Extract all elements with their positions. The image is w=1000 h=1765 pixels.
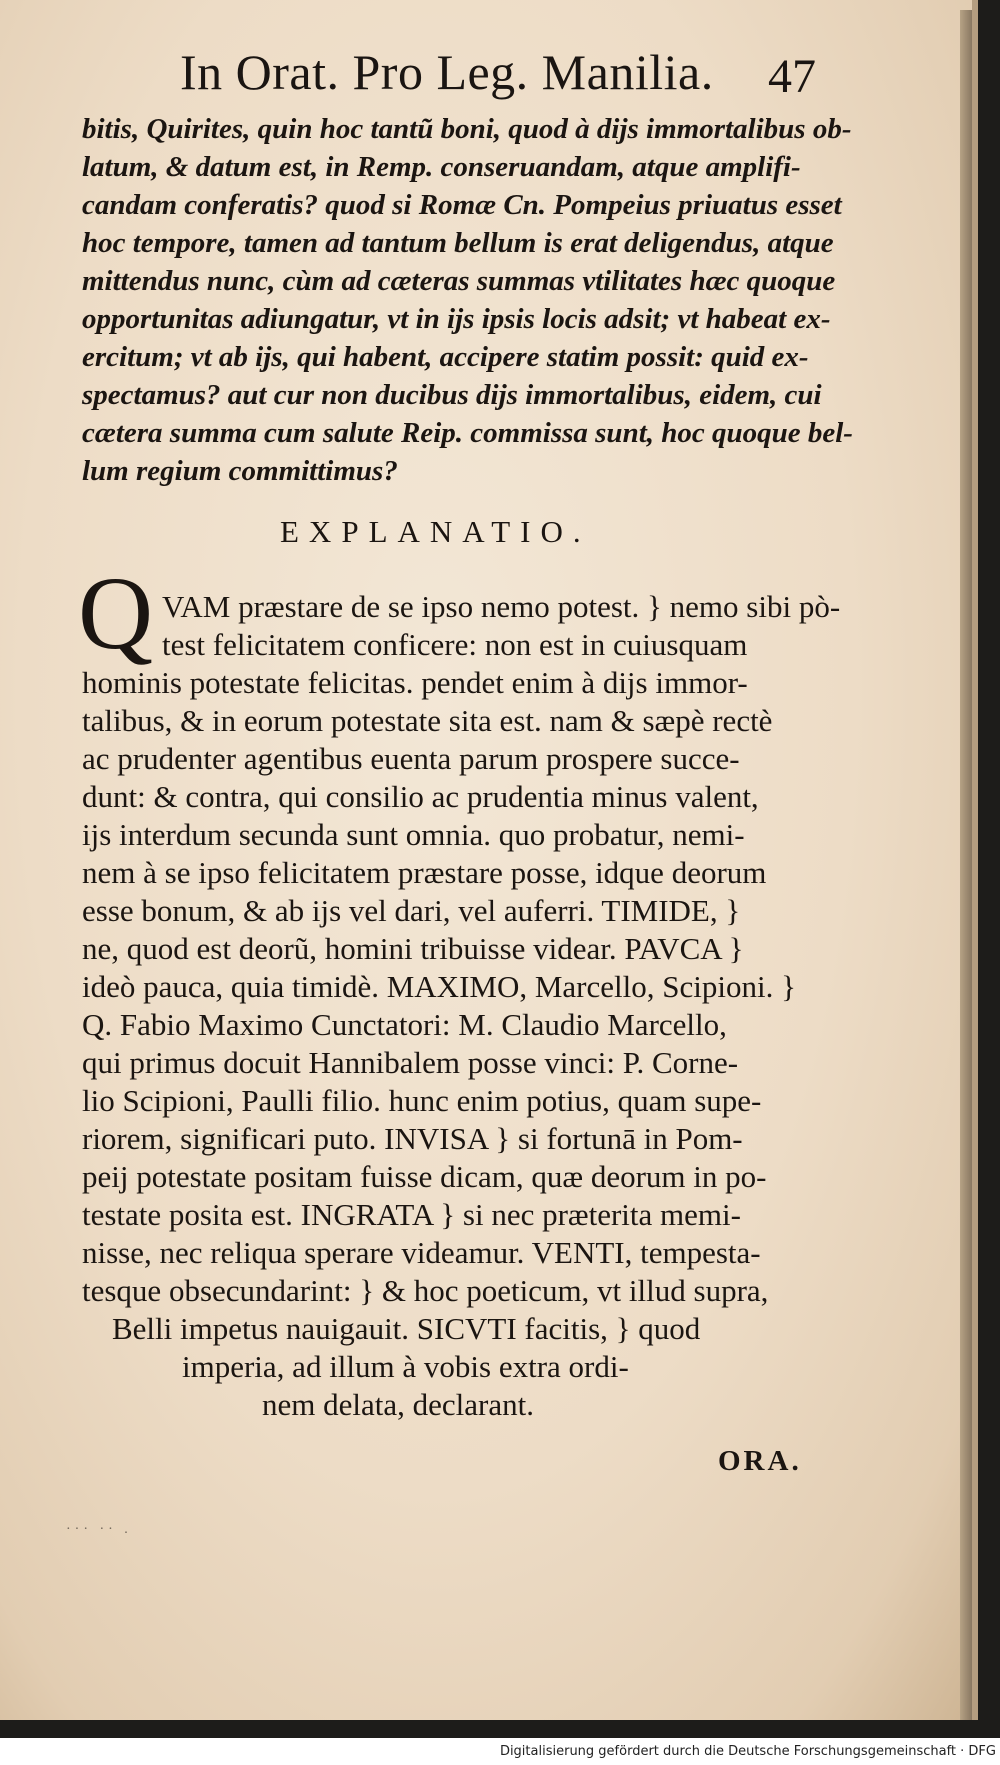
- text-line: nem à se ipso felicitatem præstare posse, idque deorum: [82, 855, 767, 890]
- text-line: lio Scipioni, Paulli filio. hunc enim potius, quam supe-: [82, 1083, 762, 1118]
- catchword: ORA.: [718, 1445, 802, 1477]
- quote-line: hoc tempore, tamen ad tantum bellum is erat deligendus, atque: [82, 227, 834, 259]
- quote-line: candam conferatis? quod si Romæ Cn. Pompeius priuatus esset: [82, 189, 842, 221]
- text-line: ac prudenter agentibus euenta parum prospere succe-: [82, 741, 740, 776]
- digitization-footer: [0, 1738, 1000, 1765]
- text-line: ijs interdum secunda sunt omnia. quo probatur, nemi-: [82, 817, 745, 852]
- text-line: tesque obsecundarint: } & hoc poeticum, vt illud supra,: [82, 1273, 769, 1308]
- quote-line: latum, & datum est, in Remp. conseruandam, atque amplifi-: [82, 151, 801, 183]
- drop-cap: Q: [78, 556, 154, 671]
- text-line: VAM præstare de se ipso nemo potest. } nemo sibi pò-: [162, 589, 841, 624]
- text-line: ne, quod est deorũ, homini tribuisse videar. PAVCA }: [82, 931, 744, 966]
- text-line: Q. Fabio Maximo Cunctatori: M. Claudio Marcello,: [82, 1007, 727, 1042]
- text-line: talibus, & in eorum potestate sita est. nam & sæpè rectè: [82, 703, 773, 738]
- text-line: hominis potestate felicitas. pendet enim à dijs immor-: [82, 665, 748, 700]
- quote-line: lum regium committimus?: [82, 455, 398, 487]
- text-line: ideò pauca, quia timidè. MAXIMO, Marcello, Scipioni. }: [82, 969, 796, 1004]
- section-heading: EXPLANATIO.: [280, 514, 591, 549]
- quote-line: cætera summa cum salute Reip. commissa sunt, hoc quoque bel-: [82, 417, 853, 449]
- quote-line: mittendus nunc, cùm ad cæteras summas vtilitates hæc quoque: [82, 265, 836, 297]
- text-line: esse bonum, & ab ijs vel dari, vel auferri. TIMIDE, }: [82, 893, 741, 928]
- text-line: testate posita est. INGRATA } si nec præterita memi-: [82, 1197, 741, 1232]
- ink-smudge: ··· ·· .: [66, 1522, 132, 1537]
- quote-line: spectamus? aut cur non ducibus dijs immortalibus, eidem, cui: [82, 379, 822, 411]
- quote-line: opportunitas adiungatur, vt in ijs ipsis locis adsit; vt habeat ex-: [82, 303, 831, 335]
- quote-line: ercitum; vt ab ijs, qui habent, accipere statim possit: quid ex-: [82, 341, 809, 373]
- text-line: nem delata, declarant.: [262, 1387, 534, 1422]
- text-line: nisse, nec reliqua sperare videamur. VENTI, tempesta-: [82, 1235, 761, 1270]
- page-number: 47: [768, 50, 816, 103]
- text-line: Belli impetus nauigauit. SICVTI facitis, } quod: [112, 1311, 701, 1346]
- text-line: dunt: & contra, qui consilio ac prudentia minus valent,: [82, 779, 759, 814]
- text-line: test felicitatem conficere: non est in cuiusquam: [162, 627, 748, 662]
- running-head: In Orat. Pro Leg. Manilia.: [180, 44, 714, 100]
- text-line: peij potestate positam fuisse dicam, quæ deorum in po-: [82, 1159, 767, 1194]
- text-line: imperia, ad illum à vobis extra ordi-: [182, 1349, 629, 1384]
- quote-line: bitis, Quirites, quin hoc tantũ boni, quod à dijs immortalibus ob-: [82, 113, 852, 145]
- footer-credit: Digitalisierung gefördert durch die Deutsche Forschungsgemeinschaft · DFG: [499, 1744, 996, 1759]
- text-line: qui primus docuit Hannibalem posse vinci: P. Corne-: [82, 1045, 739, 1080]
- text-line: riorem, significari puto. INVISA } si fortunā in Pom-: [82, 1121, 743, 1156]
